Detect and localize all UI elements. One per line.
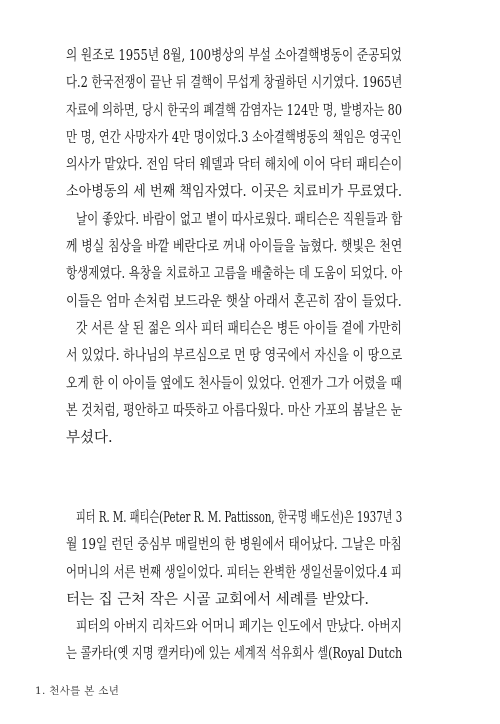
text-line: 어머니의 서른 번째 생일이었다. 피터는 완벽한 생일선물이었다.4 피 — [66, 564, 402, 581]
text-line: 소아병동의 세 번째 책임자였다. 이곳은 치료비가 무료였다. — [66, 184, 403, 201]
text-line: 오게 한 이 아이들 옆에도 천사들이 있었다. 언젠가 그가 어렸을 때 — [66, 375, 402, 392]
text-line: 의사가 맡았다. 전임 닥터 웨델과 닥터 해치에 이어 닥터 패티슨이 — [66, 157, 403, 174]
text-line: 자료에 의하면, 당시 한국의 폐결핵 감염자는 124만 명, 발병자는 80 — [66, 102, 402, 119]
body-text-section-2 — [66, 505, 402, 669]
text-line: 부셨다. — [66, 430, 113, 447]
text-line: 서 있었다. 하나님의 부르심으로 먼 땅 영국에서 자신을 이 땅으로 — [66, 348, 403, 365]
text-line: 피터 R. M. 패티슨(Peter R. M. Pattisson, 한국명 배도선)은 1937년 3 — [76, 510, 403, 526]
text-line: 께 병실 침상을 바깥 베란다로 꺼내 아이들을 눕혔다. 햇빛은 천연 — [66, 239, 403, 256]
page-footer: 1. 천사를 본 소년 — [35, 685, 120, 697]
text-line: 다.2 한국전쟁이 끝난 뒤 결핵이 무섭게 창궐하던 시기였다. 1965년 — [66, 75, 403, 92]
text-line: 이들은 엄마 손처럼 보드라운 햇살 아래서 혼곤히 잠이 들었다. — [66, 293, 402, 310]
text-line: 는 콜카타(옛 지명 캘커타)에 있는 세계적 석유회사 셸(Royal Dutch — [66, 646, 403, 663]
text-line: 날이 좋았다. 바람이 없고 볕이 따사로웠다. 패티슨은 직원들과 함 — [76, 211, 403, 228]
text-line: 의 원조로 1955년 8월, 100병상의 부설 소아결핵병동이 준공되었 — [66, 48, 402, 64]
text-line: 항생제였다. 욕창을 치료하고 고름을 배출하는 데 도움이 되었다. 아 — [66, 266, 403, 283]
text-line: 터는 집 근처 작은 시골 교회에서 세례를 받았다. — [66, 591, 370, 608]
text-line: 피터의 아버지 리차드와 어머니 페기는 인도에서 만났다. 아버지 — [76, 619, 403, 636]
text-line: 만 명, 연간 사망자가 4만 명이었다.3 소아결핵병동의 책임은 영국인 — [66, 129, 402, 146]
text-line: 갓 서른 살 된 젊은 의사 피터 패티슨은 병든 아이들 곁에 가만히 — [76, 320, 402, 337]
text-line: 월 19일 런던 중심부 매릴번의 한 병원에서 태어났다. 그날은 마침 — [66, 537, 402, 554]
text-line: 본 것처럼, 평안하고 따뜻하고 아름다웠다. 마산 가포의 봄날은 눈 — [66, 402, 403, 419]
body-text-section-1 — [66, 43, 402, 452]
